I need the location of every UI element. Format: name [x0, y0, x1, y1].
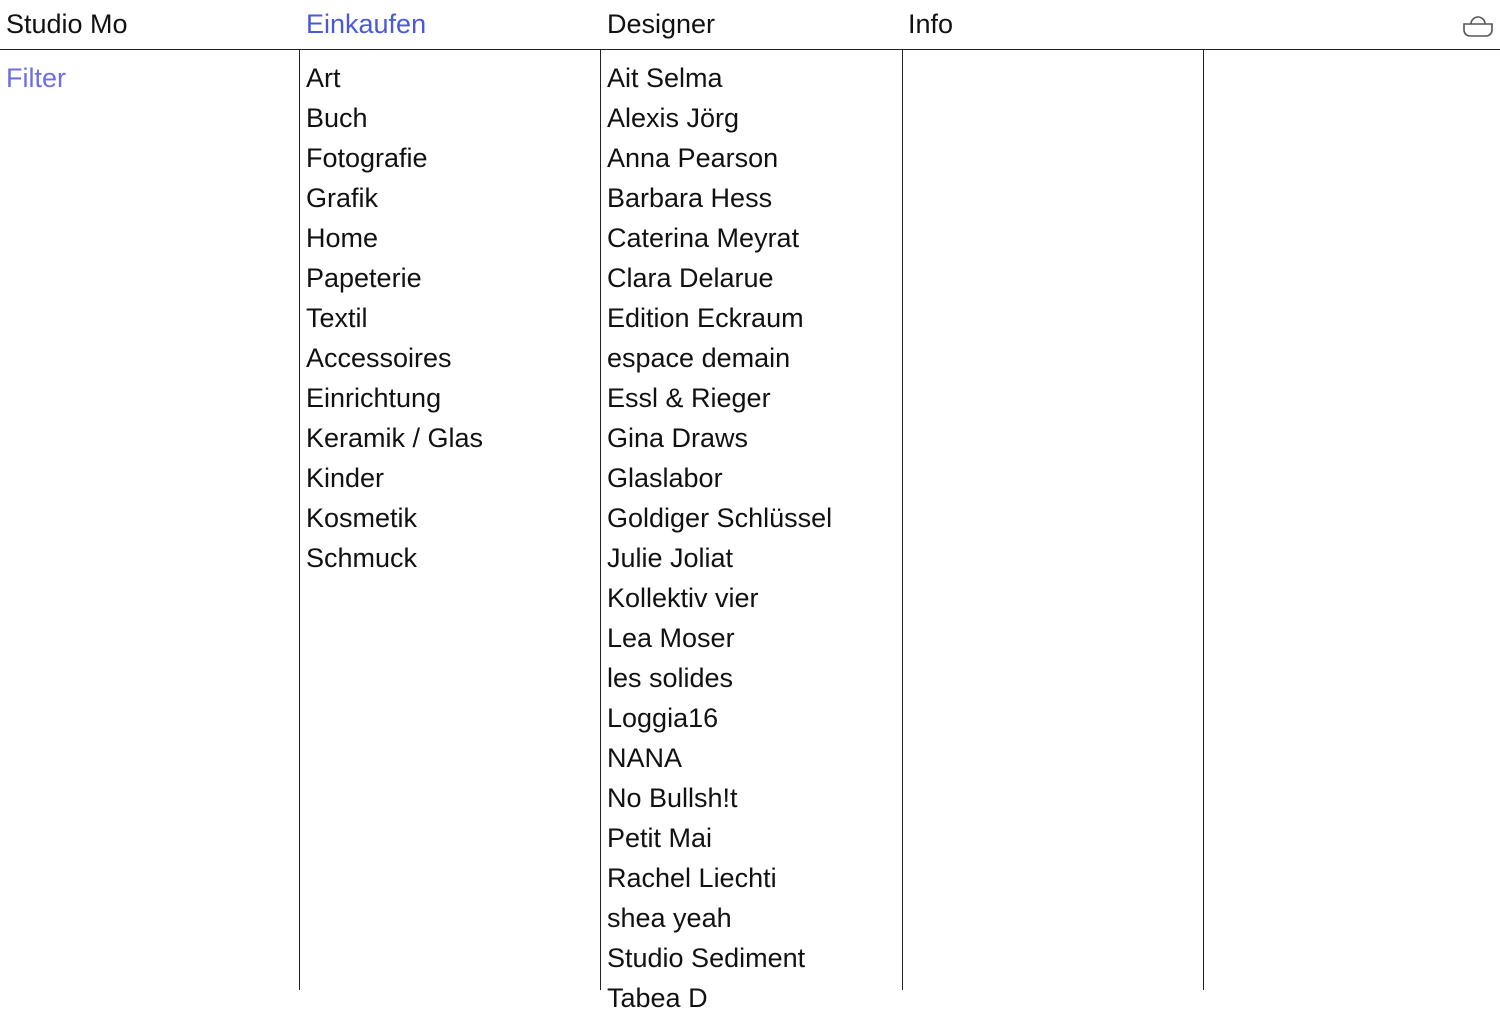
designer-item[interactable]: Studio Sediment: [607, 943, 806, 973]
nav-einkaufen[interactable]: Einkaufen: [306, 9, 427, 39]
category-column: [299, 50, 601, 990]
designer-item[interactable]: Barbara Hess: [607, 183, 773, 213]
category-item[interactable]: Papeterie: [306, 263, 422, 293]
designer-item[interactable]: Loggia16: [607, 703, 719, 733]
designer-item[interactable]: Clara Delarue: [607, 263, 774, 293]
designer-item[interactable]: Anna Pearson: [607, 143, 779, 173]
designer-item[interactable]: Caterina Meyrat: [607, 223, 800, 253]
category-list: [300, 50, 601, 578]
designer-item[interactable]: No Bullsh!t: [607, 783, 738, 813]
category-item[interactable]: Kinder: [306, 463, 385, 493]
designer-item[interactable]: Lea Moser: [607, 623, 735, 653]
basket-icon[interactable]: [1462, 12, 1494, 38]
category-item[interactable]: Grafik: [306, 183, 379, 213]
filter-link[interactable]: Filter: [6, 63, 66, 93]
designer-item[interactable]: Rachel Liechti: [607, 863, 777, 893]
top-navigation: [0, 0, 1500, 50]
category-item[interactable]: Kosmetik: [306, 503, 418, 533]
nav-info[interactable]: Info: [908, 9, 954, 39]
category-item[interactable]: Fotografie: [306, 143, 428, 173]
designer-item[interactable]: Petit Mai: [607, 823, 713, 853]
designer-item[interactable]: Goldiger Schlüssel: [607, 503, 833, 533]
designer-item[interactable]: shea yeah: [607, 903, 732, 933]
category-item[interactable]: Buch: [306, 103, 368, 133]
designer-item[interactable]: les solides: [607, 663, 734, 693]
designer-item[interactable]: NANA: [607, 743, 683, 773]
designer-list: [601, 50, 903, 1018]
designer-item[interactable]: Tabea D: [607, 983, 708, 1013]
designer-item[interactable]: Essl & Rieger: [607, 383, 771, 413]
designer-item[interactable]: Ait Selma: [607, 63, 723, 93]
designer-item[interactable]: Edition Eckraum: [607, 303, 804, 333]
designer-item[interactable]: espace demain: [607, 343, 791, 373]
category-item[interactable]: Textil: [306, 303, 368, 333]
designer-item[interactable]: Julie Joliat: [607, 543, 734, 573]
category-item[interactable]: Accessoires: [306, 343, 452, 373]
designer-item[interactable]: Gina Draws: [607, 423, 749, 453]
nav-designer[interactable]: Designer: [607, 9, 716, 39]
brand-logo-link[interactable]: Studio Mo: [6, 9, 128, 39]
filter-column: [0, 50, 300, 990]
designer-item[interactable]: Glaslabor: [607, 463, 723, 493]
category-item[interactable]: Keramik / Glas: [306, 423, 484, 453]
empty-column-1: [902, 50, 1204, 990]
designer-item[interactable]: Kollektiv vier: [607, 583, 759, 613]
category-item[interactable]: Art: [306, 63, 341, 93]
designer-column: [600, 50, 903, 1013]
category-item[interactable]: Schmuck: [306, 543, 418, 573]
category-item[interactable]: Home: [306, 223, 379, 253]
empty-column-2: [1203, 50, 1500, 990]
designer-item[interactable]: Alexis Jörg: [607, 103, 740, 133]
category-item[interactable]: Einrichtung: [306, 383, 442, 413]
